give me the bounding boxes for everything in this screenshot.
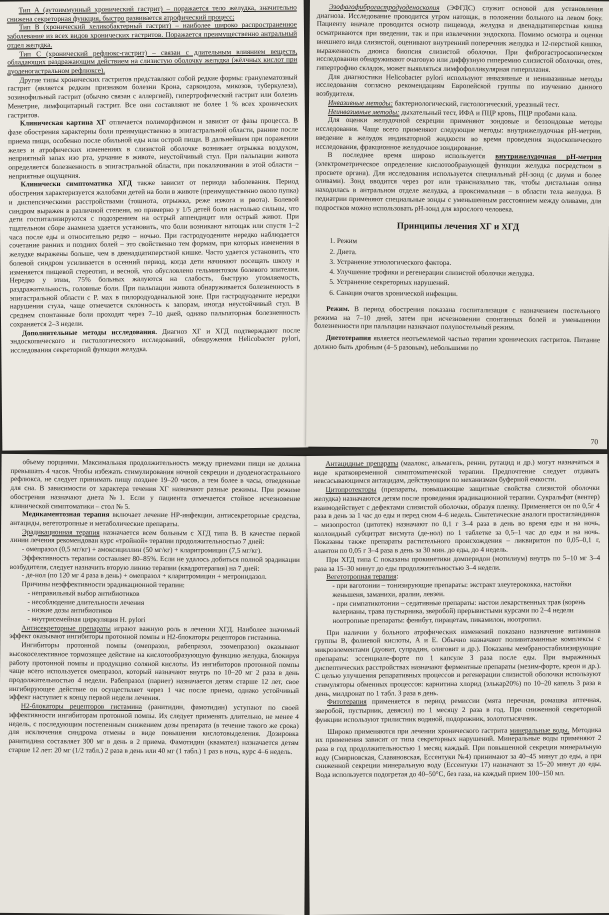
paragraph-vitamins: При наличии у больного атрофических изменений показано назначение витаминов группы В, фолиевой кислоты, А и Е. Обычно назначают поливитаминные комплексы с микроэлементами (дуовит, супрадин, олиговит и др.). Показаны мембраностабилизирующие препараты: эссенциале-форте по 1 капсуле 3 раза после еды. При выраженных диспептических расстройствах назначают ферментные препараты (мезим-форте, креон и др.). С целью улучшения репаративных процессов и регенерации слизистой оболочки используют стимуляторы обменных процессов: карнитина хлорид (элькар20%) по 10–20 капель 3 раза в день, милдронат по 1 табл. 3 раза в день.: [314, 626, 602, 698]
list-item: 3. Устранение этиологического фактора.: [337, 257, 601, 270]
list-item: - низкие дозы антибиотиков: [27, 606, 299, 617]
paragraph-cytoprotectors: Цитопротекторы (препараты, повышающие защитные свойства слизистой оболочки желудка) назначаются детям после проведения эрадикационной терапии. Сукральфат (вентер) взаимодействует с дефектами слизистой оболочки, образуя пленку. Применяется он по 0,5г 4 раза в день за 1 час до еды и перед сном 4–6 недель. Синтетические аналоги простагландинов – мизопростол (цитотек) назначают по 0,1 г 3–4 раза в день во время еды и на ночь, коллоидный субцитрат висмута (де-нол) по 1 таблетке за 0,5–1 час до еды и на ночь. Показаны также препараты растительного происхождения – ликвиритон по 0,05–0,1 г, алантон по 0,05 г 3–4 раза в день за 30 мин. до еды, до 4 недель.: [313, 484, 601, 556]
paragraph-type-a: Тип А (аутоиммунный хронический гастрит) – поражается тело желудка, значительно снижена секреторная функция, быстро развивается атрофический процесс;: [6, 3, 297, 24]
document-page-1: [0, 0, 308, 451]
list-item: - при симпатикотонии – седативные препараты: настои лекарственных трав (корень валерианы, трава пустырника, зверобой) прерывистыми курсами по 2–4 недели ноотропные препараты: фенибут, пирацетам, пикамилон, ноотропил.: [332, 598, 600, 626]
paragraph-prokinetics: При ХГД типа С показаны прокинетики домперидон (мотилиум) внутрь по 5–10 мг 3–4 раза за 15–30 минут до еды продолжительностью 3–4 недели.: [314, 553, 601, 573]
list-item: - при ваготонии – тонизирующие препараты: экстракт элеутерококка, настойки женьшеня, заманихи, аралии, левзеи.: [332, 580, 600, 599]
paragraph-type-c: Тип С (хронический рефлюкс-гастрит) – связан с длительным влиянием веществ, обладающих раздражающим действием на слизистую оболочку желудка (жёлчных кислот при дуоденогастральном рефлюксе).: [7, 47, 298, 76]
list-item: 2. Диета.: [337, 247, 601, 260]
paragraph-vegetotropic: Вегетотропная терапия:: [326, 572, 399, 582]
treatment-principles-list: [314, 236, 601, 300]
paragraph-other-types: Другие типы хронических гастритов представляют собой редкие формы: гранулематозный гастрит (является редким признаком болезни Крона, саркоидоза, микозов, туберкулеза), эозинофильный гастрит (обычно связан с аллергией), гипертрофический гастрит или болезнь Менетрие, лимфоцитарный гастрит. Все они составляют не более 1 % всех хронических гастритов.: [7, 73, 298, 120]
paragraph-hp-diagnostics: Для диагностики Helicobacter pylori используют инвазивные и неинвазивные методы исследования согласно рекомендациям Европейской группы по изучению данного возбудителя.: [316, 72, 603, 99]
vegetotropic-list: [314, 580, 600, 626]
list-item: - внутрисемейная циркуляция H. pylori: [27, 615, 299, 626]
document-page-4: [306, 454, 609, 915]
paragraph-phytotherapy: Фитотерапия применяется в период ремиссии (мята перечная, ромашка аптечная, зверобой, пустырник, девясил) по 1 месяцу 2 раза в год. При сниженной секреторной функции используют трилистник водяной, подорожник, золототысячник.: [315, 696, 602, 724]
paragraph-type-b: Тип В (хронический хеликобактерный гастрит) – наиболее широко распространенное заболевание из всех видов хронических гастритов. Поражается преимущественно антральный отдел желудка.: [6, 20, 298, 50]
document-page-2: [306, 0, 609, 449]
paragraph-efficacy: Эффективность терапии составляет 80–85%. Если не удалось добиться полной эрадикации возбудителя, следует назначить вторую линию терапии (квадротерапия) на 7 дней:: [9, 553, 300, 573]
paragraph-secretion: Для оценки желудочной секреции применяют зондовые и беззондовые методы исследования. Чаще всего применяют следующие методы: внутрижелудочная рН-метрия, введение в желудок индикаторной жидкости во время проведения эндоскопического исследования, фракционное желудочное зондирование.: [315, 116, 602, 152]
list-item: 5. Устранение секреторных нарушений.: [336, 277, 600, 290]
paragraph-clinical-symptoms: Клинически симптоматика ХГД также зависит от периода заболевания. Период обострения характеризуется жалобами детей на боли в животе (преимущественно около пупка) и диспепсическими расстройствами (тошнота, отрыжка, реже изжога и рвота). Болевой синдром выражен в различной степени, но примерно у 1/5 детей боли настолько сильны, что дети госпитализируются с подозрением на острый аппендицит или острый живот. При тщательном сборе анамнеза удается установить, что боли возникают натощак или спустя 1–2 часа после еды и относительно редко – ночью. При гастродуодените нередко наблюдается сочетание ранних и поздних болей – это свойственно тем формам, при которых изменения в желудке выражены больше, чем в двенадцатиперстной кишке. Часто удается установить, что болевой синдром усиливается в осенний период, когда дети начинают посещать школу и изменяется пищевой стереотип, и весной, что обусловлено гельминтозом болевого эпителия. Нередко у этим, 75% больных жалуются на слабость, быструю утомляемость, раздражительность, головные боли. При пальпации живота обнаруживается болезненность в эпигастральной области с Р. мах в пилородуоденальной зоне. При гастродуодените нередки нарушения стула, чаще отмечается склонность к запорам, иногда неустойчивый стул. В среднем спонтанные боли проходят через 7–10 дней, однако пальпаторная болезненность сохраняется 2–3 недели.: [8, 177, 300, 329]
paragraph-mineral-waters: Широко применяются при лечении хронического гастрита минеральные воды. Методика их применения зависит от типа секреторных нарушений. Минеральные воды применяют 2 раза в год продолжительностью 1 месяц каждый. При повышенной секреции минеральную воду (Смирновская, Славяновская, Ессентуки №4) принимают за 40–45 минут до еды, а при сниженной секреции минеральную воду (Ессентуки 17) назначают за 15–20 минут до еды. Вода используется подогретая до 40–50°С, без газа, на каждый прием 100–150 мл.: [315, 725, 602, 780]
page-number: 70: [590, 436, 599, 447]
paragraph-ppi: Ингибиторы протонной помпы (омепразол, рабепразол, эзомепразол) оказывают высокоселективное тормозящее действие на кислотообразующую функцию желудка, блокируя работу протонной помпы и продукцию соляной кислоты. Из ингибиторов протонной помпы чаще всего используется омепразол, который назначают внутрь по 10–20 мг 2 раза в день продолжительностью 4 недели. Рабепразол (париет) назначается детям старше 12 лет, свое ингибирующее действие он осуществляет через 1 час после приема, однако устойчивый эффект наступает к концу первой недели лечения.: [8, 641, 300, 703]
list-item: 6. Санация очагов хронической инфекции.: [336, 288, 600, 301]
list-item: - несоблюдение длительности лечения: [28, 598, 300, 609]
paragraph-clinical-picture: Клиническая картина ХГ отличается полиморфизмом и зависит от фазы процесса. В фазе обострения характерны боли преимущественно в эпигастральной области, ранние после приема пищи, особенно после обильной еды или острой пищи. В дальнейшем при поражении желез и атрофических изменениях в слизистой оболочке возникает отрыжка воздухом, неприятный запах изо рта, урчание в животе, неустойчивый стул. При пальпации живота определяется болезненность в эпигастральной области, при покалачивании в этой области – неприятные ощущения.: [7, 116, 299, 181]
paragraph-drug-therapy: Медикаментозная терапия включает лечение НР-инфекции, антисекреторные средства, антациды, вегетотропные и метаболические препараты.: [10, 510, 301, 529]
paragraph-meal-regime: объему порциями. Максимальная продолжительность между приемами пищи не должна превышать 4 часов. Чтобы избежать стимулирования ночной секреции и дуоденогастрального рефлюкса, не следует принимать пищу позднее 19–20 часов, а тем более в часы, отведенные для сна. В зависимости от характера течения ХГ назначают разные режимы. При режиме обострения назначают диета №1. Если у пациента отмечается стойкое исчезновение клинической симптоматики – стол № 5.: [10, 458, 301, 511]
paragraph-regime: Режим. В период обострения показана госпитализация с назначением постельного режима на 7–10 дней, затем при исчезновении спонтанных болей и уменьшении болезненности при пальпации назначают полупостельный режим.: [314, 304, 601, 332]
paragraph-noninvasive-methods: Неинвазивные методы: дыхательный тест, ИФА и ПЦР кровь, ПЦР пробами кала.: [327, 107, 577, 118]
list-item: 4. Улучшение трофики и регенерации слизистой оболочки желудка.: [337, 267, 601, 280]
paragraph-quadrotherapy: - де-нол (по 120 мг 4 раза в день) + омепразол + кларитромицин + метронидазол.: [21, 571, 267, 582]
paragraph-ph-metry: В последнее время широко используется внутрижелудочная рН-метрия (электрометрическое определение кислотообразующей функции желудка посредством в просвете органа). Для исследования используется специальный рН-зонд (с двумя и более оливами). Зонд вводится через рот или трансназально так, чтобы дистальная олива находилась в антральном отделе желудка, а проксимальная – в области тела желудка. В педиатрии применяют специальные зонды с уменьшенным расстоянием между оливами, для подростков можно использовать рН-зонд для взрослого человека.: [315, 151, 602, 214]
paragraph-triple-therapy: - омепразол (0,5 мг/кг) + амоксициллин (50 мг/кг) + кларитромицин (7,5 мг/кг).: [21, 545, 263, 555]
paragraph-eradication: Эрадикационная терапия назначается всем больным с ХГД типа В. В качестве первой линии лечения рекомендован курс «тройной» терапии продолжительностью 7 дней:: [9, 527, 301, 547]
heading-treatment-principles: Принципы лечения ХГ и ХГД: [396, 220, 520, 232]
paragraph-invasive-methods: Инвазивные методы: бактериологический, гистологический, уреазный тест.: [328, 98, 560, 109]
list-item: - неправильный выбор антибиотиков: [28, 589, 300, 600]
paragraph-additional-methods: Дополнительные методы исследования. Диагноз ХГ и ХГД подтверждают после эндоскопического и гистологического исследований, обнаружения Helicobacter pylori, исследования секреторной функции желудка.: [10, 326, 301, 355]
paragraph-antacids: Антацидные препараты (маалокс, альмагель, ренни, рутацид и др.) могут назначаться в виде кратковременной симптоматической терапии. Предпочтение следует отдавать невсасывающимся антацидам, действующим по механизмам буферной емкости.: [313, 458, 600, 486]
paragraph-antisecretory: Антисекреторные препараты играют важную роль в лечении ХГД. Наиболее значимый эффект оказывают ингибиторы протонной помпы и Н2-блокаторы рецепторов гистамина.: [9, 623, 300, 643]
paragraph-failure-causes: Причины неэффективности эрадикационной терапии:: [21, 580, 185, 590]
document-page-3: [0, 454, 308, 915]
paragraph-diet-therapy: Диетотерапия является неотъемлемой частью терапии хронических гастритов. Питание должно быть дробным (4–5 разовым), небольшими по: [313, 334, 601, 353]
paragraph-h2-blockers: Н2-блокаторы рецепторов гистамина (ранитидин, фамотидин) уступают по своей эффективности ингибиторам протонной помпы. Их следует применять длительно, не менее 4 недель, с последующим постепенным снижением дозы препарата (в течение такого же срока) для исключения синдрома отмены в виде повышения кислотовыделения. Дозировка ранитидина составляет 300 мг в день в 2 приема. Фамотидин (квамател) назначается детям старше 12 лет: 20 мг (1/2 табл.) 2 раза в день или 40 мг (1 табл.) 1 раз в ночь, курс 4–6 недель.: [8, 702, 299, 756]
paragraph-efgds: Эзофагофиброгастродуоденоскопия (ЭФГДС) служит основой для установления диагноза. Исследование проводится утром натощак, в положении больного на левом боку. Пациенту вначале проводится осмотр пищевода, желудка и двенадцатиперстная кишка осматриваются при введении, так и при извлечении эндоскопа. Помимо осмотра и оценки внешнего вида слизистой, оценивают внутренний поперечник желудка и 12-перстной кишки, выраженность диоиса биопсия слизистой оболочки. При фиброгастроскопическом исследовании обнаруживают очаговую или диффузную гиперемию слизистой оболочки, отек, гипертрофию складок, может выявляться лимфофолликулярная гиперплазия.: [316, 2, 603, 74]
failure-causes-list: [9, 589, 299, 626]
list-item: 1. Режим: [337, 236, 601, 249]
